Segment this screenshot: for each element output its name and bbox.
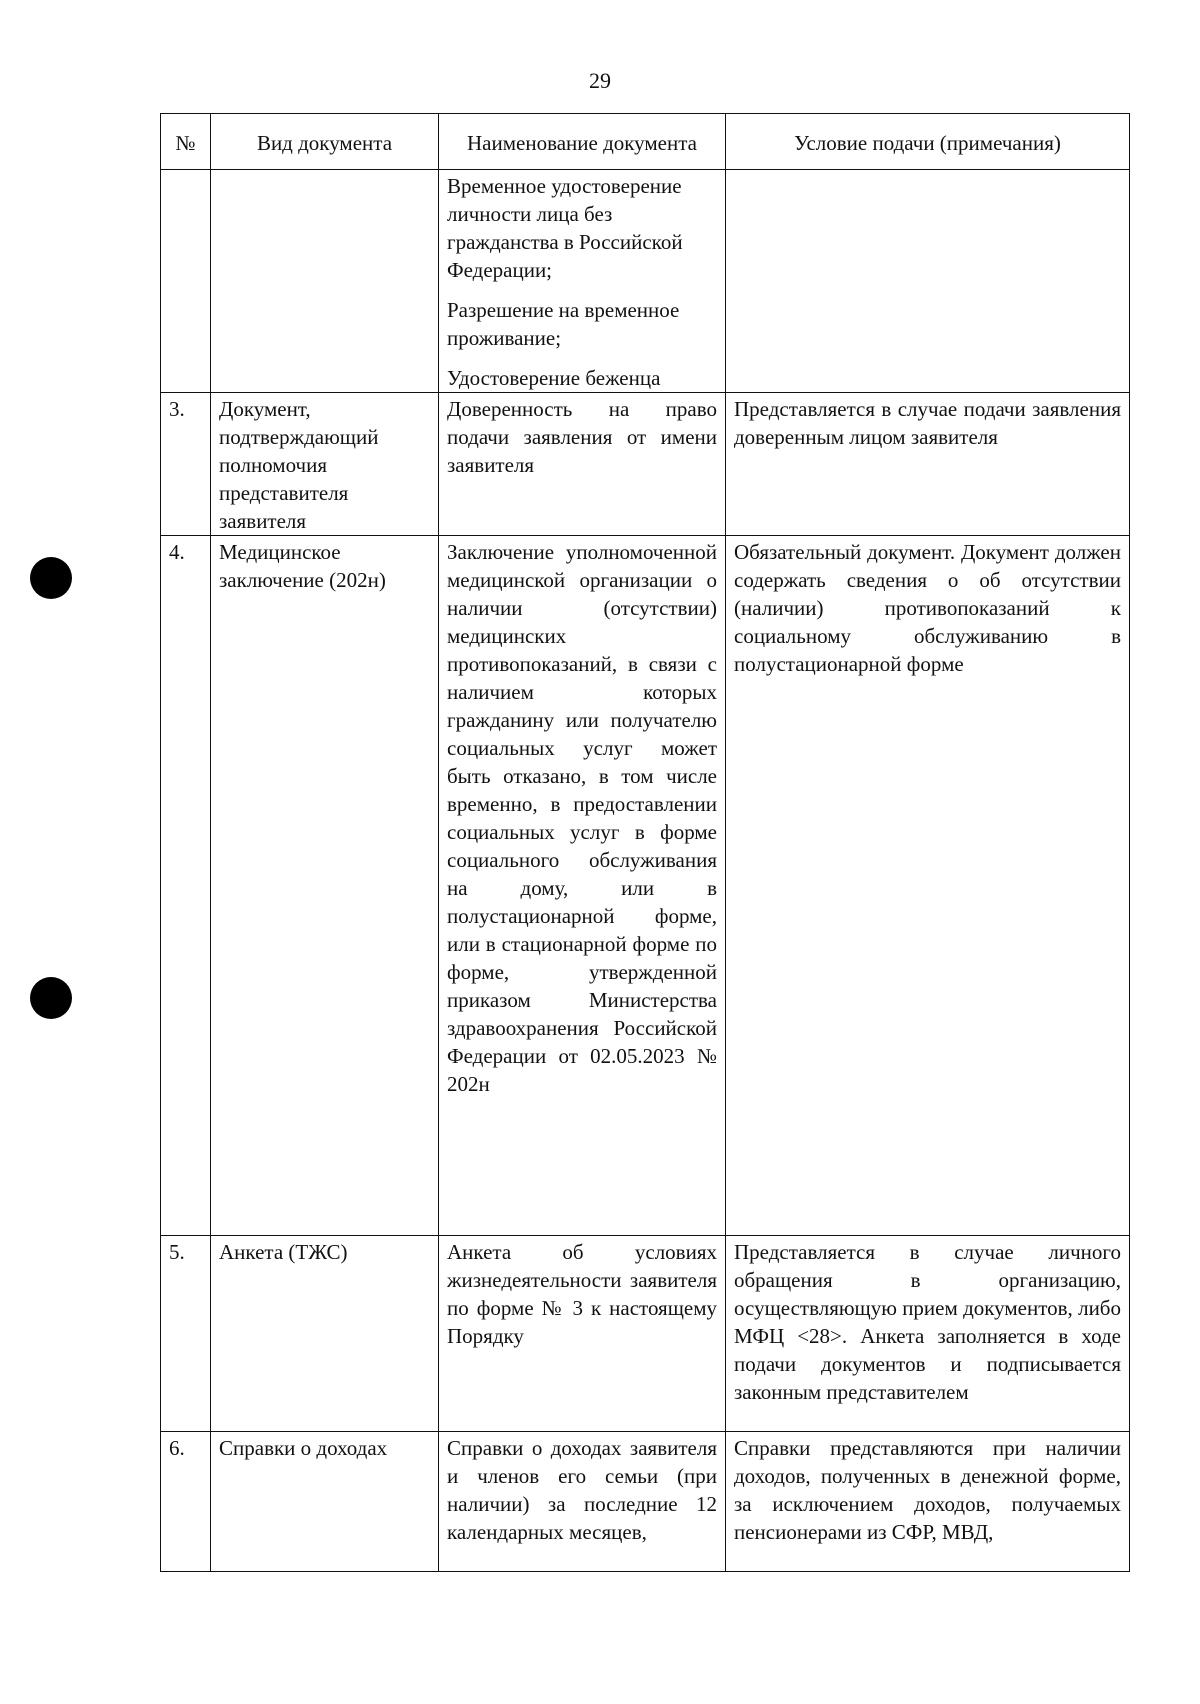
name-item: Разрешение на временное проживание; [447, 298, 680, 350]
row-num: 4. [161, 536, 211, 1236]
header-num: № [161, 114, 211, 170]
row-condition: Обязательный документ. Документ должен содержать сведения о об отсутствии (наличии) противопоказаний к социальному обслуживанию в полустационарной форме [726, 536, 1130, 1236]
table-header-row [161, 114, 1130, 170]
row-condition [726, 170, 1130, 393]
row-name: Заключение уполномоченной медицинской организации о наличии (отсутствии) медицинских противопоказаний, в связи с наличием которых гражданину или получателю социальных услуг может быть отказано, в том числе временно, в предоставлении социальных услуг в форме социального обслуживания на дому, или в полустационарной форме, или в стационарной форме по форме, утвержденной приказом Министерства здравоохранения Российской Федерации от 02.05.2023 № 202н [439, 536, 726, 1236]
name-item: Удостоверение беженца [447, 366, 661, 390]
row-type [211, 170, 439, 393]
row-num: 6. [161, 1432, 211, 1572]
name-item: Временное удостоверение личности лица без гражданства в Российской Федерации; [447, 174, 683, 282]
row-num: 3. [161, 393, 211, 536]
row-condition: Представляется в случае личного обращения в организацию, осуществляющую прием документов, либо МФЦ <28>. Анкета заполняется в ходе подачи документов и подписывается законным представителем [726, 1236, 1130, 1432]
row-num: 5. [161, 1236, 211, 1432]
documents-table [160, 113, 1130, 1572]
row-condition: Представляется в случае подачи заявления доверенным лицом заявителя [726, 393, 1130, 536]
row-name [439, 170, 726, 393]
punch-hole-mark [30, 977, 72, 1019]
row-name: Анкета об условиях жизнедеятельности заявителя по форме № 3 к настоящему Порядку [439, 1236, 726, 1432]
header-document-type: Вид документа [211, 114, 439, 170]
row-name: Доверенность на право подачи заявления от имени заявителя [439, 393, 726, 536]
table-row [161, 393, 1130, 536]
header-document-name: Наименование документа [439, 114, 726, 170]
page-number: 29 [589, 68, 611, 93]
header-condition: Условие подачи (примечания) [726, 114, 1130, 170]
row-type: Медицинское заключение (202н) [211, 536, 439, 1236]
row-num [161, 170, 211, 393]
table-row [161, 1236, 1130, 1432]
table-row [161, 1432, 1130, 1572]
row-type: Справки о доходах [211, 1432, 439, 1572]
row-condition: Справки представляются при наличии доходов, полученных в денежной форме, за исключением доходов, получаемых пенсионерами из СФР, МВД, [726, 1432, 1130, 1572]
row-type: Анкета (ТЖС) [211, 1236, 439, 1432]
table-row [161, 536, 1130, 1236]
row-type: Документ, подтверждающий полномочия представителя заявителя [211, 393, 439, 536]
row-name: Справки о доходах заявителя и членов его семьи (при наличии) за последние 12 календарных месяцев, [439, 1432, 726, 1572]
table-row-continuation [161, 170, 1130, 393]
punch-hole-mark [30, 557, 72, 599]
